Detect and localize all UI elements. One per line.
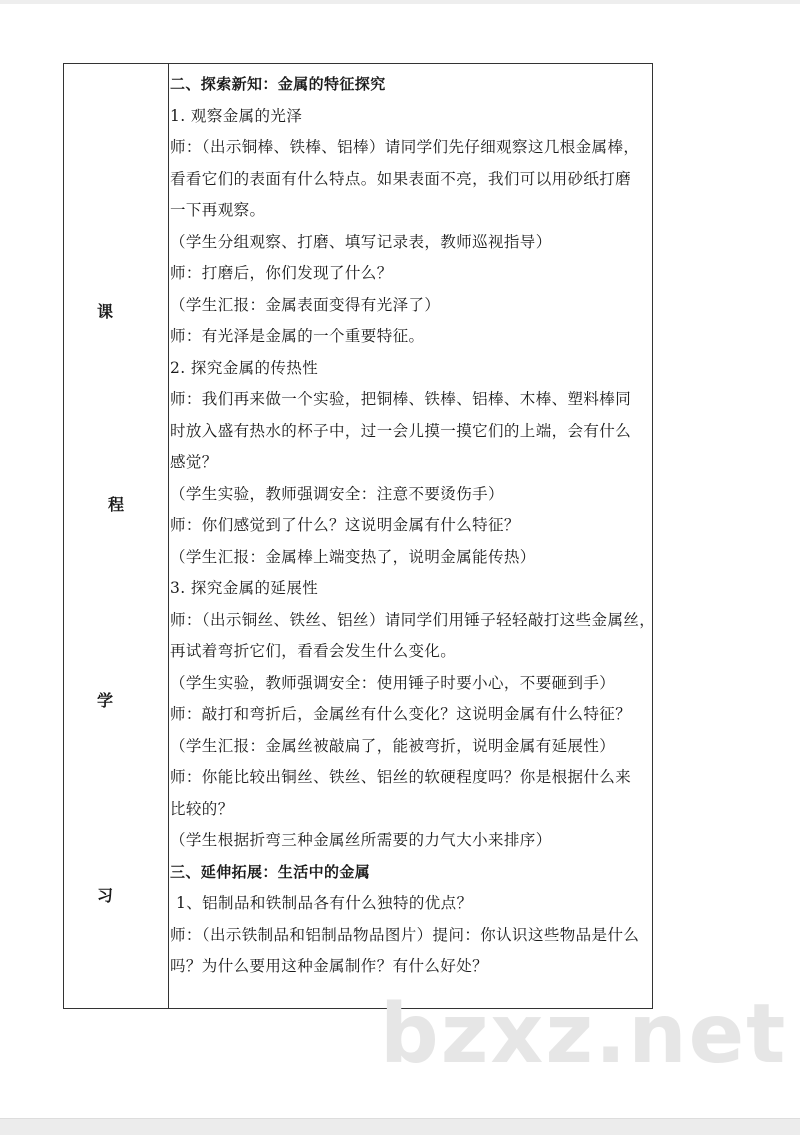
text-line: 师：你能比较出铜丝、铁丝、铝丝的软硬程度吗？你是根据什么来 — [170, 768, 632, 786]
text-line: 师：敲打和弯折后，金属丝有什么变化？这说明金属有什么特征？ — [170, 705, 632, 723]
text-line: 再试着弯折它们，看看会发生什么变化。 — [170, 642, 457, 660]
subsection-heading: 2. 探究金属的传热性 — [170, 358, 319, 377]
text-line: （学生汇报：金属表面变得有光泽了） — [170, 295, 441, 314]
text-line: 感觉？ — [170, 453, 218, 471]
subsection-heading: 1. 观察金属的光泽 — [170, 106, 303, 125]
section-label-char: 程 — [108, 495, 125, 514]
lesson-content — [170, 72, 656, 986]
text-line: （学生实验，教师强调安全：使用锤子时要小心，不要砸到手） — [170, 673, 616, 692]
section-label-column — [64, 64, 169, 1008]
text-line: （学生分组观察、打磨、填写记录表，教师巡视指导） — [170, 232, 552, 251]
text-line: 吗？为什么要用这种金属制作？有什么好处？ — [170, 957, 489, 975]
text-line: （学生汇报：金属丝被敲扁了，能被弯折，说明金属有延展性） — [170, 736, 616, 755]
text-line: 比较的？ — [170, 799, 234, 818]
text-line: 师：（出示铁制品和铝制品物品图片）提问：你认识这些物品是什么 — [170, 925, 640, 944]
text-line: （学生实验，教师强调安全：注意不要烫伤手） — [170, 484, 504, 503]
text-line: 师：你们感觉到了什么？这说明金属有什么特征？ — [170, 516, 520, 534]
page-bottom-edge — [0, 1118, 800, 1135]
text-line: 师：（出示铜棒、铁棒、铝棒）请同学们先仔细观察这几根金属棒， — [170, 138, 640, 156]
section-heading: 二、探索新知：金属的特征探究 — [170, 75, 386, 93]
text-line: （学生根据折弯三种金属丝所需要的力气大小来排序） — [170, 831, 552, 849]
page-top-edge — [0, 0, 800, 4]
watermark: bzxz.net — [380, 987, 788, 1082]
text-line: 师：（出示铜丝、铁丝、铝丝）请同学们用锤子轻轻敲打这些金属丝， — [170, 610, 656, 629]
text-line: 时放入盛有热水的杯子中，过一会儿摸一摸它们的上端，会有什么 — [170, 421, 632, 440]
text-line: （学生汇报：金属棒上端变热了，说明金属能传热） — [170, 547, 536, 566]
text-line: 师：我们再来做一个实验，把铜棒、铁棒、铝棒、木棒、塑料棒同 — [170, 390, 632, 408]
section-heading: 三、延伸拓展：生活中的金属 — [170, 862, 371, 881]
text-line: 师：有光泽是金属的一个重要特征。 — [170, 327, 425, 345]
text-line: 一下再观察。 — [170, 201, 266, 219]
section-label-char: 课 — [97, 302, 114, 321]
subsection-heading: 3. 探究金属的延展性 — [170, 579, 319, 597]
lesson-table — [63, 63, 656, 1009]
section-label-char: 学 — [97, 691, 114, 710]
subsection-heading: 1、铝制品和铁制品各有什么独特的优点？ — [176, 894, 473, 912]
text-line: 看看它们的表面有什么特点。如果表面不亮，我们可以用砂纸打磨 — [170, 169, 632, 188]
section-label-char: 习 — [97, 886, 114, 905]
text-line: 师：打磨后，你们发现了什么？ — [170, 264, 393, 282]
